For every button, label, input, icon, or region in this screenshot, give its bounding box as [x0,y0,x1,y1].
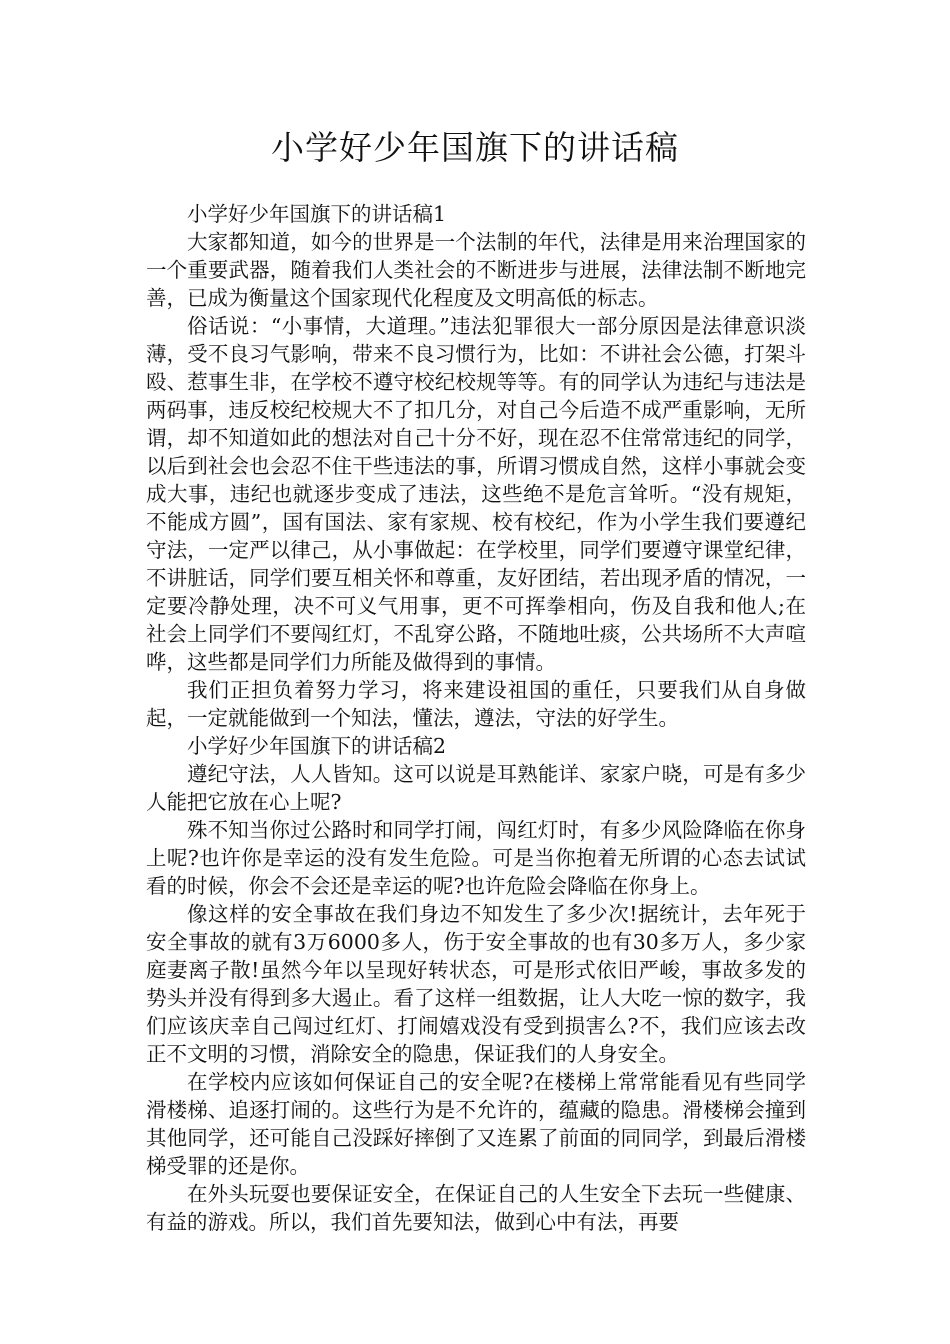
document-body [146,200,806,1236]
paragraph: 俗话说：“小事情，大道理。”违法犯罪很大一部分原因是法律意识淡薄，受不良习气影响，带来不良习惯行为，比如：不讲社会公德，打架斗殴、惹事生非，在学校不遵守校纪校规等等。有的同学认为违纪与违法是两码事，违反校纪校规大不了扣几分，对自己今后造不成严重影响，无所谓，却不知道如此的想法对自己十分不好，现在忍不住常常违纪的同学，以后到社会也会忍不住干些违法的事，所谓习惯成自然，这样小事就会变成大事，违纪也就逐步变成了违法，这些绝不是危言耸听。“没有规矩，不能成方圆”，国有国法、家有家规、校有校纪，作为小学生我们要遵纪守法，一定严以律己，从小事做起：在学校里，同学们要遵守课堂纪律，不讲脏话，同学们要互相关怀和尊重，友好团结，若出现矛盾的情况，一定要冷静处理，决不可义气用事，更不可挥拳相向，伤及自我和他人;在社会上同学们不要闯红灯，不乱穿公路，不随地吐痰，公共场所不大声喧哗，这些都是同学们力所能及做得到的事情。 [146,314,806,674]
paragraph: 像这样的安全事故在我们身边不知发生了多少次!据统计，去年死于安全事故的就有3万6000多人，伤于安全事故的也有30多万人，多少家庭妻离子散!虽然今年以呈现好转状态，可是形式依旧严峻，事故多发的势头并没有得到多大遏止。看了这样一组数据，让人大吃一惊的数字，我们应该庆幸自己闯过红灯、打闹嬉戏没有受到损害么?不，我们应该去改正不文明的习惯，消除安全的隐患，保证我们的人身安全。 [146,902,806,1066]
section-heading: 小学好少年国旗下的讲话稿1 [187,202,447,226]
paragraph: 遵纪守法，人人皆知。这可以说是耳熟能详、家家户晓，可是有多少人能把它放在心上呢? [146,762,806,814]
paragraph: 大家都知道，如今的世界是一个法制的年代，法律是用来治理国家的一个重要武器，随着我们人类社会的不断进步与进展，法律法制不断地完善，已成为衡量这个国家现代化程度及文明高低的标志。 [146,230,806,310]
paragraph: 在学校内应该如何保证自己的安全呢?在楼梯上常常能看见有些同学滑楼梯、追逐打闹的。这些行为是不允许的，蕴藏的隐患。滑楼梯会撞到其他同学，还可能自己没踩好摔倒了又连累了前面的同同学，到最后滑楼梯受罪的还是你。 [146,1070,806,1178]
paragraph: 我们正担负着努力学习，将来建设祖国的重任，只要我们从自身做起，一定就能做到一个知法，懂法，遵法，守法的好学生。 [146,678,806,730]
paragraph: 在外头玩耍也要保证安全，在保证自己的人生安全下去玩一些健康、有益的游戏。所以，我们首先要知法，做到心中有法，再要 [146,1182,806,1234]
section-heading: 小学好少年国旗下的讲话稿2 [187,734,447,758]
paragraph: 殊不知当你过公路时和同学打闹，闯红灯时，有多少风险降临在你身上呢?也许你是幸运的没有发生危险。可是当你抱着无所谓的心态去试试看的时候，你会不会还是幸运的呢?也许危险会降临在你身上。 [146,818,806,898]
document-title: 小学好少年国旗下的讲话稿 [271,128,679,167]
